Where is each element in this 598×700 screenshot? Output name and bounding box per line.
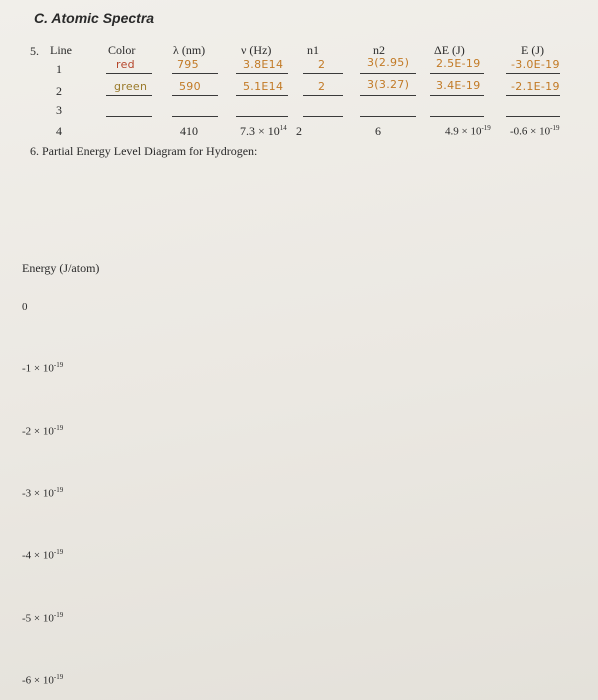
row4-wavelength: 410 [180,124,198,138]
row2-e: -2.1E-19 [511,80,560,93]
row2-e-blank [506,95,560,96]
energy-tick: $-3 \times 10^{-19}$ [22,486,64,500]
row1-wavelength: 795 [177,58,199,71]
energy-tick: $-4 \times 10^{-19}$ [22,548,64,562]
header-n1: n1 [307,43,319,57]
row2-n1: 2 [318,80,326,93]
row1-e-blank [506,73,560,74]
row2-delta-e-blank [430,95,484,96]
row2-color-blank [106,95,152,96]
row1-delta-e: 2.5E-19 [436,57,481,70]
row4-e: $-0.6 \times 10^{-19}$ [510,124,560,138]
row2-frequency: 5.1E14 [243,80,284,93]
row1-color-blank [106,73,152,74]
energy-tick: $-5 \times 10^{-19}$ [22,611,64,625]
header-color: Color [108,43,136,57]
row2-wavelength-blank [172,95,218,96]
row1-wavelength-blank [172,73,218,74]
row2-n1-blank [303,95,343,96]
row2-frequency-blank [236,95,288,96]
row3-wavelength-blank [172,116,218,117]
row2-delta-e: 3.4E-19 [436,79,481,92]
row2-line: 2 [56,84,62,98]
row4-n2: 6 [375,124,381,138]
row4-delta-e: $4.9 \times 10^{-19}$ [445,124,491,138]
row3-frequency-blank [236,116,288,117]
row2-color: green [114,80,148,93]
header-line: Line [50,43,72,57]
question-6: 6. Partial Energy Level Diagram for Hydrogen: [30,144,258,158]
row1-n2: 3(2.95) [367,56,410,69]
row1-n1: 2 [318,58,326,71]
row3-delta-e-blank [430,116,484,117]
question-5-number: 5. [30,44,39,58]
row1-line: 1 [56,62,62,76]
header-n2: n2 [373,43,385,57]
row1-color: red [116,58,135,71]
row4-frequency: $7.3 \times 10^{14}$ [240,124,287,138]
row1-delta-e-blank [430,73,484,74]
row2-wavelength: 590 [179,80,201,93]
row1-n1-blank [303,73,343,74]
header-wavelength: λ (nm) [173,43,206,57]
row3-e-blank [506,116,560,117]
energy-tick: $-6 \times 10^{-19}$ [22,673,64,687]
row3-line: 3 [56,103,62,117]
row3-n2-blank [360,116,416,117]
row4-line: 4 [56,124,62,138]
row2-n2: 3(3.27) [367,78,410,91]
row3-color-blank [106,116,152,117]
row3-n1-blank [303,116,343,117]
row1-frequency-blank [236,73,288,74]
section-title: C. Atomic Spectra [34,10,155,26]
header-delta-e: ΔE (J) [434,43,465,57]
energy-tick: 0 [22,301,28,313]
energy-tick: $-1 \times 10^{-19}$ [22,361,64,375]
row1-n2-blank [360,73,416,74]
row4-n1: 2 [296,124,302,138]
row1-frequency: 3.8E14 [243,58,284,71]
row2-n2-blank [360,95,416,96]
row1-e: -3.0E-19 [511,58,560,71]
header-e: E (J) [521,43,544,57]
header-frequency: ν (Hz) [241,43,272,57]
energy-tick: $-2 \times 10^{-19}$ [22,424,64,438]
energy-axis-label: Energy (J/atom) [22,261,100,275]
